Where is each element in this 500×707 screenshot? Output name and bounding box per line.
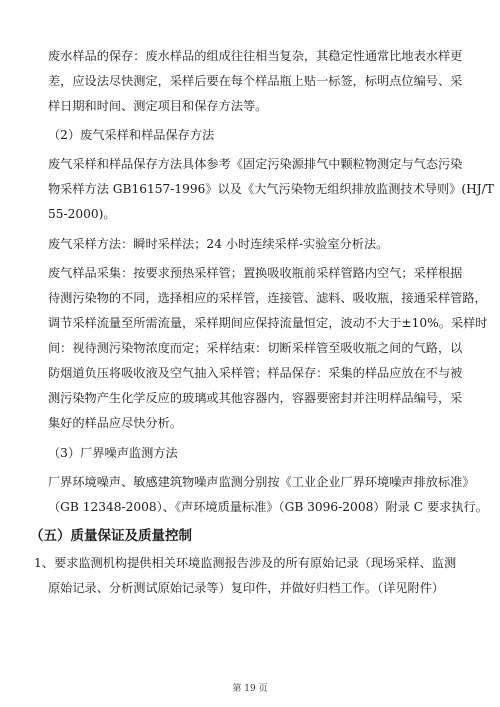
qa-line-1: 1、要求监测机构提供相关环境监测报告涉及的所有原始记录（现场采样、监测 [34,556,457,570]
waste-gas-collection-line-1: 废气样品采集：按要求预热采样管；置换吸收瓶前采样管路内空气；采样根据 [48,266,463,280]
waste-gas-collection-line-3: 调节采样流量至所需流量，采样期间应保持流量恒定，波动不大于±10%。采样时 [48,316,488,330]
waste-gas-reference-line-3: 55-2000)。 [48,207,116,221]
qa-line-2: 原始记录、分析测试原始记录等）复印件，并做好归档工作。（详见附件） [48,581,445,595]
wastewater-line-2: 差，应设法尽快测定，采样后要在每个样品瓶上贴一标签，标明点位编号、采 [48,74,463,88]
noise-line-1: 厂界环境噪声、敏感建筑物噪声监测分别按《工业企业厂界环境噪声排放标准》 [48,475,475,489]
waste-gas-reference-line-2: 物采样方法 GB16157-1996》以及《大气污染物无组织排放监测技术导则》(HJ/T [48,182,494,196]
waste-gas-reference-line-1: 废气采样和样品保存方法具体参考《固定污染源排气中颗粒物测定与气态污染 [48,157,463,171]
section-heading-quality-control: （五）质量保证及质量控制 [30,528,192,544]
waste-gas-heading: （2）废气采样和样品保存方法 [48,128,215,142]
waste-gas-method-line: 废气采样方法：瞬时采样法；24 小时连续采样-实验室分析法。 [48,237,389,251]
wastewater-line-3: 样日期和时间、测定项目和保存方法等。 [48,99,268,113]
noise-line-2: （GB 12348-2008）、《声环境质量标准》（GB 3096-2008）附录 C 要求执行。 [48,500,488,514]
waste-gas-collection-line-7: 集好的样品应尽快分析。 [48,416,183,430]
noise-heading: （3）厂界噪声监测方法 [48,446,178,460]
wastewater-line-1: 废水样品的保存：废水样品的组成往往相当复杂，其稳定性通常比地表水样更 [48,49,463,63]
waste-gas-collection-line-4: 间：视待测污染物浓度而定；采样结束：切断采样管至吸收瓶之间的气路，以 [48,341,463,355]
waste-gas-collection-line-6: 测污染物产生化学反应的玻璃或其他容器内，容器要密封并注明样品编号，采 [48,391,463,405]
waste-gas-collection-line-2: 待测污染物的不同，选择相应的采样管，连接管、滤料、吸收瓶，接通采样管路， [48,291,487,305]
page-number: 第 19 页 [232,684,268,694]
waste-gas-collection-line-5: 防烟道负压将吸收液及空气抽入采样管；样品保存：采集的样品应放在不与被 [48,366,463,380]
